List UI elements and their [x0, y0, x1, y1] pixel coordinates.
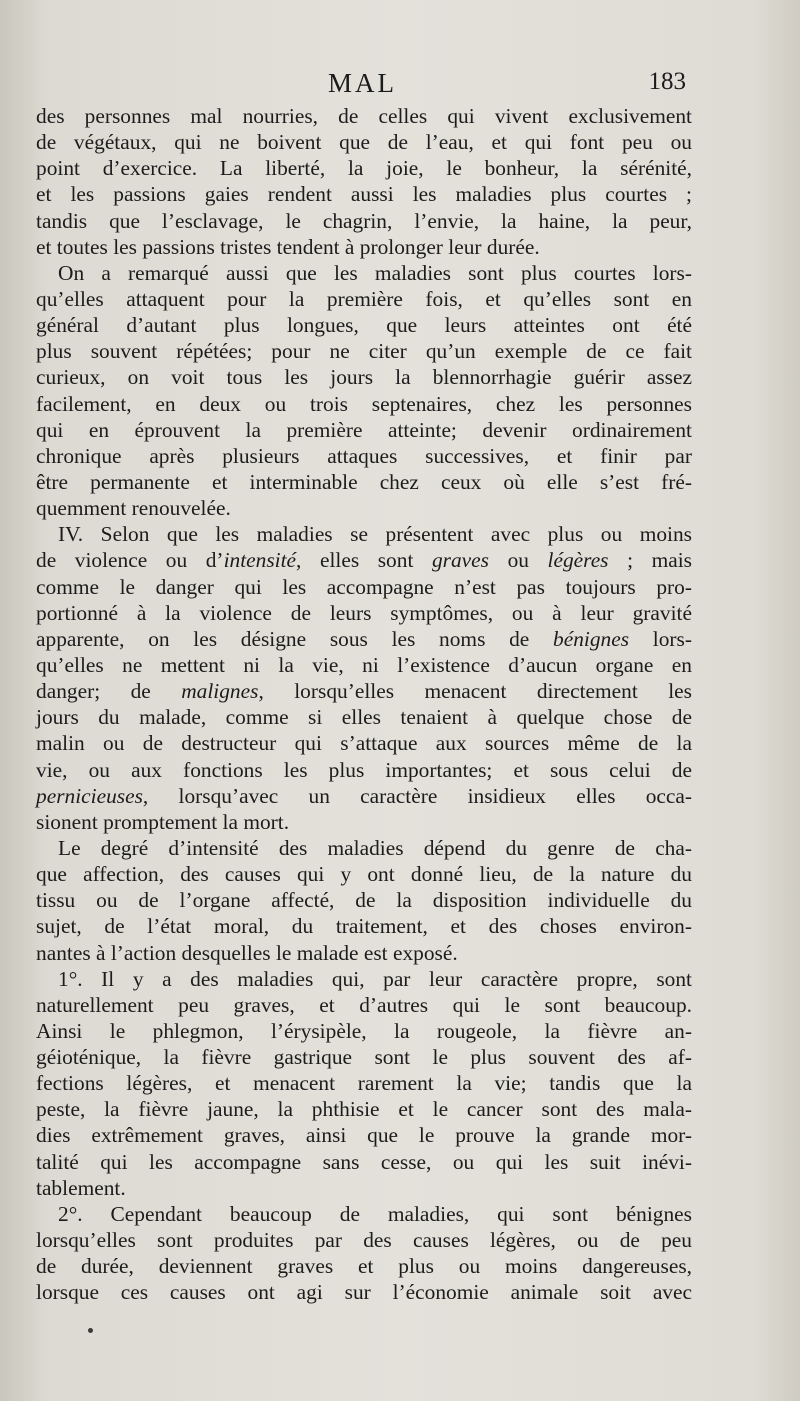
running-head: MAL	[328, 68, 397, 98]
text-run: vie, ou aux fonctions les plus importantes; et sous celui de	[36, 757, 692, 782]
text-run: fections légères, et menacent rarement la vie; tandis que la	[36, 1071, 692, 1096]
text-line	[36, 1044, 692, 1070]
text-line	[36, 234, 692, 260]
body-text	[36, 103, 692, 1305]
text-run: que affection, des causes qui y ont donné lieu, de la nature du	[36, 862, 692, 887]
text-run: et toutes les passions tristes tendent à prolonger leur durée.	[36, 234, 540, 259]
text-run: point d’exercice. La liberté, la joie, le bonheur, la sérénité,	[36, 156, 692, 181]
text-line	[36, 1253, 692, 1279]
text-run: , elles sont	[296, 548, 432, 573]
text-line	[36, 1201, 692, 1227]
text-line	[36, 1096, 692, 1122]
text-line	[36, 835, 692, 861]
italic-term: légères	[547, 548, 609, 573]
text-run: tandis que l’esclavage, le chagrin, l’envie, la haine, la peur,	[36, 208, 692, 233]
text-run: lorsqu’elles sont produites par des causes légères, ou de peu	[36, 1228, 692, 1253]
text-run: qui en éprouvent la première atteinte; devenir ordinairement	[36, 417, 692, 442]
text-line	[36, 574, 692, 600]
text-line	[36, 809, 692, 835]
text-run: naturellement peu graves, et d’autres qui le sont beaucoup.	[36, 992, 692, 1017]
text-line	[36, 652, 692, 678]
page-header	[36, 68, 686, 104]
text-line	[36, 1149, 692, 1175]
text-line	[36, 443, 692, 469]
text-run: Ainsi le phlegmon, l’érysipèle, la rougeole, la fièvre an-	[36, 1018, 692, 1043]
italic-term: intensité	[223, 548, 297, 573]
text-line	[36, 783, 692, 809]
text-line	[36, 495, 692, 521]
text-line	[36, 260, 692, 286]
text-line	[36, 704, 692, 730]
text-run: curieux, on voit tous les jours la blennorrhagie guérir assez	[36, 365, 692, 390]
text-run: tablement.	[36, 1175, 126, 1200]
text-run: apparente, on les désigne sous les noms de	[36, 626, 554, 651]
text-run: des personnes mal nourries, de celles qui vivent exclusivement	[36, 104, 692, 128]
text-run: facilement, en deux ou trois septenaires, chez les personnes	[36, 391, 692, 416]
text-run: , lorsqu’elles menacent directement les	[258, 679, 692, 704]
text-line	[36, 992, 692, 1018]
text-line	[36, 338, 692, 364]
text-line	[36, 600, 692, 626]
text-run: chronique après plusieurs attaques successives, et finir par	[36, 443, 692, 468]
text-line	[36, 129, 692, 155]
text-run: sujet, de l’état moral, du traitement, et des choses environ-	[36, 914, 692, 939]
text-line	[36, 1227, 692, 1253]
text-run: nantes à l’action desquelles le malade est exposé.	[36, 940, 458, 965]
text-line	[36, 887, 692, 913]
text-run: de végétaux, qui ne boivent que de l’eau, et qui font peu ou	[36, 130, 692, 155]
text-line	[36, 1122, 692, 1148]
text-run: lors-	[629, 626, 692, 651]
text-line	[36, 730, 692, 756]
ink-speck	[88, 1328, 93, 1333]
text-line	[36, 208, 692, 234]
text-run: portionné à la violence de leurs symptômes, ou à leur gravité	[36, 600, 692, 625]
text-run: tissu ou de l’organe affecté, de la disposition individuelle du	[36, 888, 692, 913]
text-line	[36, 103, 692, 129]
text-line	[36, 547, 692, 573]
text-line	[36, 417, 692, 443]
text-line	[36, 913, 692, 939]
text-line	[36, 940, 692, 966]
text-run: 2°. Cependant beaucoup de maladies, qui sont bénignes	[58, 1201, 692, 1226]
text-line	[36, 155, 692, 181]
text-line	[36, 521, 692, 547]
text-run: danger; de	[36, 679, 182, 704]
text-run: lorsque ces causes ont agi sur l’économie animale soit avec	[36, 1280, 692, 1305]
text-run: ; mais	[608, 548, 692, 573]
text-run: jours du malade, comme si elles tenaient à quelque chose de	[36, 705, 692, 730]
text-line	[36, 312, 692, 338]
text-line	[36, 1018, 692, 1044]
text-line	[36, 757, 692, 783]
text-run: de violence ou d’	[36, 548, 224, 573]
text-line	[36, 861, 692, 887]
text-line	[36, 469, 692, 495]
text-run: sionent promptement la mort.	[36, 809, 290, 834]
text-run: plus souvent répétées; pour ne citer qu’un exemple de ce fait	[36, 339, 692, 364]
text-run: et les passions gaies rendent aussi les maladies plus courtes ;	[36, 182, 692, 207]
italic-term: graves	[431, 548, 489, 573]
text-run: peste, la fièvre jaune, la phthisie et le cancer sont des mala-	[36, 1097, 692, 1122]
text-run: qu’elles ne mettent ni la vie, ni l’existence d’aucun organe en	[36, 652, 692, 677]
text-line	[36, 626, 692, 652]
text-run: être permanente et interminable chez ceux où elle s’est fré-	[36, 469, 692, 494]
page-number: 183	[648, 68, 686, 95]
text-run: talité qui les accompagne sans cesse, ou qui les suit inévi-	[36, 1149, 692, 1174]
text-line	[36, 1279, 692, 1305]
text-line	[36, 678, 692, 704]
text-run: On a remarqué aussi que les maladies sont plus courtes lors-	[58, 260, 692, 285]
italic-term: pernicieuses	[36, 783, 143, 808]
text-line	[36, 391, 692, 417]
text-line	[36, 364, 692, 390]
text-run: ou	[489, 548, 548, 573]
text-run: qu’elles attaquent pour la première fois, et qu’elles sont en	[36, 286, 692, 311]
text-run: malin ou de destructeur qui s’attaque aux sources même de la	[36, 731, 692, 756]
text-run: quemment renouvelée.	[36, 496, 231, 521]
text-line	[36, 181, 692, 207]
text-run: 1°. Il y a des maladies qui, par leur caractère propre, sont	[58, 966, 692, 991]
text-run: comme le danger qui les accompagne n’est pas toujours pro-	[36, 574, 692, 599]
text-line	[36, 286, 692, 312]
text-run: général d’autant plus longues, que leurs atteintes ont été	[36, 313, 692, 338]
text-run: dies extrêmement graves, ainsi que le prouve la grande mor-	[36, 1123, 692, 1148]
text-run: , lorsqu’avec un caractère insidieux elles occa-	[142, 783, 692, 808]
text-run: de durée, deviennent graves et plus ou moins dangereuses,	[36, 1254, 692, 1279]
text-line	[36, 1175, 692, 1201]
text-line	[36, 966, 692, 992]
italic-term: bénignes	[553, 626, 630, 651]
text-line	[36, 1070, 692, 1096]
text-run: géioténique, la fièvre gastrique sont le plus souvent des af-	[36, 1045, 692, 1070]
italic-term: malignes	[181, 679, 259, 704]
text-run: Le degré d’intensité des maladies dépend du genre de cha-	[58, 835, 692, 860]
text-run: IV. Selon que les maladies se présentent avec plus ou moins	[58, 522, 692, 547]
